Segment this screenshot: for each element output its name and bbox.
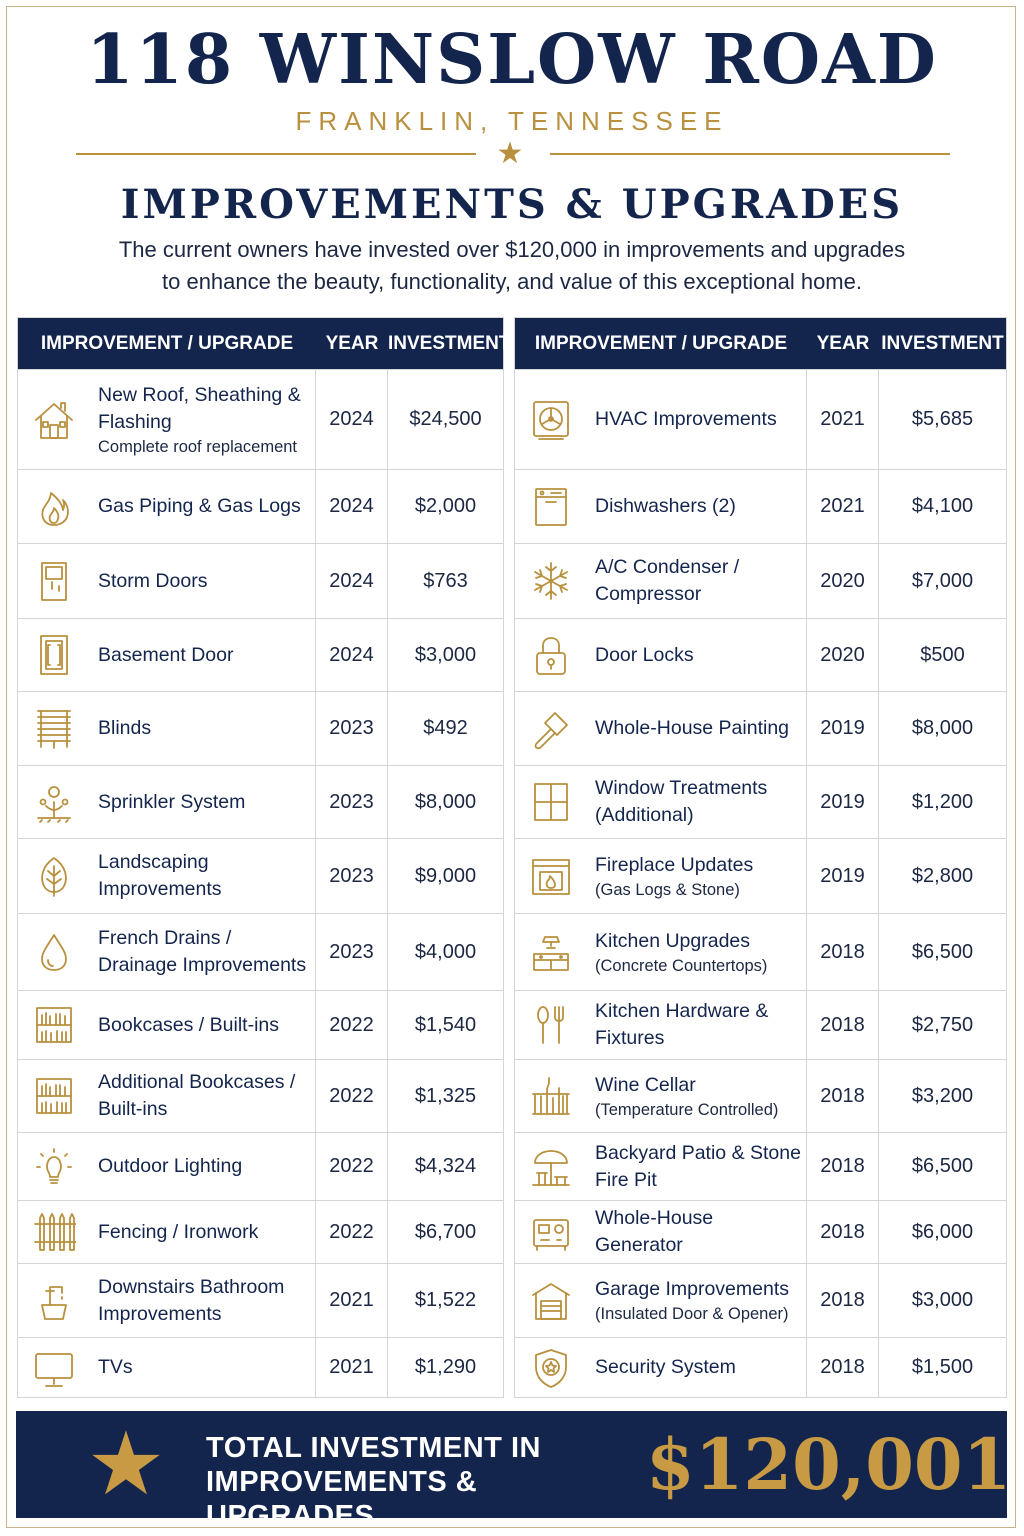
improvement-cell [18, 619, 316, 691]
table-row [18, 543, 503, 618]
investment-cell: $6,500 [911, 940, 974, 963]
improvement-cell [515, 1201, 807, 1263]
total-label [206, 1431, 626, 1533]
improvement-name: Blinds [98, 717, 152, 739]
investment-cell: $1,522 [414, 1289, 477, 1311]
table-row [18, 913, 503, 990]
improvement-cell [515, 1060, 807, 1132]
improvement-name: Window Treatments (Additional) [595, 777, 768, 826]
improvement-cell [515, 914, 807, 990]
table-row [18, 1337, 503, 1397]
improvement-text [98, 1274, 308, 1328]
investment-cell: $9,000 [414, 864, 477, 887]
year-cell: 2018 [807, 1264, 879, 1337]
table-row [18, 1200, 503, 1263]
investment-cell: $3,000 [414, 643, 477, 666]
window-icon [529, 780, 573, 824]
improvement-note: (Gas Logs & Stone) [595, 880, 740, 899]
investment-cell: $500 [920, 643, 965, 666]
improvement-name: Wine Cellar [595, 1073, 696, 1096]
divider-left [76, 153, 476, 155]
investment-cell: $1,325 [414, 1084, 477, 1107]
table-row [515, 838, 1006, 913]
improvement-text [595, 493, 736, 520]
year-cell: 2019 [807, 839, 879, 913]
improvement-cell [18, 1133, 316, 1200]
table-header [18, 318, 511, 369]
star-icon: ★ [86, 1412, 166, 1515]
year-cell: 2024 [316, 619, 388, 691]
improvement-cell [515, 1338, 807, 1397]
improvement-text [98, 715, 151, 742]
storm-door-icon [32, 559, 76, 603]
dishwasher-icon [529, 485, 573, 529]
year-cell: 2018 [807, 1201, 879, 1263]
table-row [18, 691, 503, 765]
year-cell: 2021 [316, 1264, 388, 1337]
improvement-name: Downstairs Bathroom Improvements [98, 1275, 285, 1325]
column-header-item: IMPROVEMENT / UPGRADE [40, 332, 294, 354]
improvement-name: Security System [595, 1356, 736, 1378]
improvement-cell [18, 470, 316, 543]
improvement-name: Landscaping Improvements [98, 851, 222, 900]
improvement-text [595, 998, 805, 1052]
table-row [515, 1200, 1006, 1263]
improvement-name: Garage Improvements [595, 1278, 790, 1300]
investment-cell: $2,750 [911, 1013, 974, 1036]
right-improvements-table [514, 317, 1007, 1398]
column-header-investment: INVESTMENT [881, 332, 1004, 354]
year-cell: 2024 [316, 370, 388, 469]
improvement-text [595, 406, 777, 433]
improvement-cell [18, 544, 316, 618]
investment-cell: $6,700 [414, 1220, 477, 1243]
improvement-cell [515, 544, 807, 618]
improvement-text [595, 1140, 805, 1194]
improvement-text [98, 1012, 279, 1039]
improvement-text [98, 642, 233, 669]
table-row [18, 990, 503, 1059]
left-improvements-table [17, 317, 511, 1398]
year-cell: 2018 [807, 1060, 879, 1132]
fireplace-icon [529, 854, 573, 898]
year-cell: 2019 [807, 692, 879, 765]
improvement-name: Gas Piping & Gas Logs [98, 495, 301, 517]
improvement-text [595, 852, 753, 901]
improvement-cell [18, 766, 316, 838]
improvement-cell [515, 692, 807, 765]
table-row [515, 765, 1006, 838]
year-cell: 2021 [807, 470, 879, 543]
intro-text [80, 234, 944, 298]
improvement-cell [18, 839, 316, 913]
improvement-cell [18, 370, 316, 469]
improvement-text [98, 382, 308, 458]
improvement-cell [18, 991, 316, 1059]
improvement-cell [18, 1201, 316, 1263]
investment-cell: $3,200 [911, 1084, 974, 1107]
column-header-year: YEAR [816, 332, 870, 354]
lock-icon [529, 633, 573, 677]
investment-cell: $492 [423, 717, 468, 739]
table-row [515, 691, 1006, 765]
garage-icon [529, 1279, 573, 1323]
improvement-name: Kitchen Hardware & Fixtures [595, 1000, 769, 1049]
utensils-icon [529, 1003, 573, 1047]
year-cell: 2023 [316, 766, 388, 838]
improvement-name: TVs [98, 1356, 133, 1378]
investment-cell: $1,290 [414, 1356, 477, 1378]
paint-brush-icon [529, 707, 573, 751]
improvement-text [98, 1354, 133, 1381]
improvement-text [98, 789, 245, 816]
investment-cell: $2,000 [414, 495, 477, 517]
intro-line: to enhance the beauty, functionality, and value of this exceptional home. [162, 269, 862, 294]
investment-cell: $4,000 [414, 940, 477, 963]
total-value: $120,001 [646, 1423, 1012, 1506]
table-row [18, 1263, 503, 1337]
table-row [18, 369, 503, 469]
table-row [18, 765, 503, 838]
snowflake-icon [529, 559, 573, 603]
shield-icon [529, 1346, 573, 1390]
property-location: FRANKLIN, TENNESSEE [295, 106, 729, 136]
improvement-cell [515, 1133, 807, 1200]
table-row [18, 618, 503, 691]
improvement-name: Fireplace Updates [595, 853, 754, 876]
property-address-title: 118 WINSLOW ROAD [86, 20, 938, 100]
total-label-line: TOTAL INVESTMENT IN [206, 1432, 541, 1464]
intro-line: The current owners have invested over $120,000 in improvements and upgrades [118, 237, 906, 262]
table-row [18, 838, 503, 913]
improvement-text [595, 715, 789, 742]
column-header-investment: INVESTMENT [388, 332, 511, 354]
improvement-cell [515, 370, 807, 469]
improvement-name: Whole-House Generator [595, 1207, 714, 1256]
investment-cell: $5,685 [911, 408, 974, 430]
improvement-cell [515, 470, 807, 543]
improvement-name: Backyard Patio & Stone Fire Pit [595, 1141, 801, 1191]
investment-cell: $6,500 [911, 1155, 974, 1177]
table-row [515, 1263, 1006, 1337]
faucet-icon [32, 1279, 76, 1323]
star-icon: ★ [496, 136, 524, 171]
improvement-text [595, 1205, 805, 1259]
table-row [18, 1132, 503, 1200]
improvement-name: Additional Bookcases / Built-ins [98, 1071, 296, 1120]
improvement-text [98, 849, 308, 903]
improvement-name: French Drains / Drainage Improvements [98, 927, 307, 976]
fence-icon [32, 1210, 76, 1254]
year-cell: 2023 [316, 692, 388, 765]
table-row [515, 1337, 1006, 1397]
investment-cell: $2,800 [911, 864, 974, 887]
leaf-icon [32, 854, 76, 898]
door-icon [32, 633, 76, 677]
improvement-name: Storm Doors [98, 569, 208, 592]
improvement-name: Sprinkler System [98, 790, 246, 813]
investment-cell: $3,000 [911, 1289, 974, 1311]
total-label-line: IMPROVEMENTS & UPGRADES [206, 1466, 478, 1532]
house-icon [32, 398, 76, 442]
improvement-text [98, 493, 301, 520]
improvement-name: Door Locks [595, 643, 694, 666]
bookcase-icon [32, 1074, 76, 1118]
flame-icon [32, 485, 76, 529]
column-header-item: IMPROVEMENT / UPGRADE [534, 332, 788, 354]
improvement-text [98, 1153, 242, 1180]
improvement-cell [515, 619, 807, 691]
improvement-cell [18, 914, 316, 990]
investment-cell: $4,324 [414, 1155, 477, 1177]
year-cell: 2022 [316, 1201, 388, 1263]
improvement-name: A/C Condenser / Compressor [595, 556, 740, 605]
improvement-text [595, 1276, 789, 1325]
improvement-text [595, 775, 805, 829]
year-cell: 2018 [807, 914, 879, 990]
year-cell: 2019 [807, 766, 879, 838]
improvement-note: Complete roof replacement [98, 437, 298, 456]
improvement-text [595, 1072, 778, 1121]
improvement-note: (Concrete Countertops) [595, 956, 768, 975]
year-cell: 2024 [316, 470, 388, 543]
year-cell: 2024 [316, 544, 388, 618]
table-row [515, 543, 1006, 618]
year-cell: 2018 [807, 1133, 879, 1200]
table-row [515, 618, 1006, 691]
sprinkler-icon [32, 780, 76, 824]
water-drop-icon [32, 930, 76, 974]
patio-icon [529, 1145, 573, 1189]
year-cell: 2023 [316, 914, 388, 990]
total-investment-banner [16, 1411, 1012, 1532]
improvement-text [98, 1069, 308, 1123]
improvement-text [595, 1354, 736, 1381]
table-row [18, 469, 503, 543]
improvement-name: Outdoor Lighting [98, 1155, 243, 1177]
divider-right [550, 153, 950, 155]
year-cell: 2022 [316, 1133, 388, 1200]
section-title: IMPROVEMENTS & UPGRADES [120, 181, 904, 228]
improvement-text [98, 568, 207, 595]
blinds-icon [32, 707, 76, 751]
light-bulb-icon [32, 1145, 76, 1189]
improvement-text [98, 925, 308, 979]
hvac-icon [529, 398, 573, 442]
table-row [515, 369, 1006, 469]
investment-cell: $6,000 [911, 1220, 974, 1243]
table-row [515, 913, 1006, 990]
bookcase-icon [32, 1003, 76, 1047]
table-row [515, 1132, 1006, 1200]
improvement-name: Kitchen Upgrades [595, 929, 751, 952]
year-cell: 2022 [316, 991, 388, 1059]
investment-cell: $24,500 [409, 408, 482, 430]
improvement-name: Basement Door [98, 643, 234, 666]
improvement-name: Fencing / Ironwork [98, 1220, 259, 1243]
year-cell: 2020 [807, 619, 879, 691]
improvement-text [98, 1219, 258, 1246]
wine-rack-icon [529, 1074, 573, 1118]
tv-icon [32, 1346, 76, 1390]
investment-cell: $1,540 [414, 1013, 477, 1036]
investment-cell: $8,000 [911, 717, 974, 739]
investment-cell: $1,500 [911, 1356, 974, 1378]
improvement-cell [18, 1338, 316, 1397]
year-cell: 2023 [316, 839, 388, 913]
improvement-cell [515, 991, 807, 1059]
improvement-cell [18, 692, 316, 765]
improvement-cell [515, 1264, 807, 1337]
improvement-name: Dishwashers (2) [595, 495, 736, 517]
improvement-cell [18, 1060, 316, 1132]
improvement-cell [18, 1264, 316, 1337]
improvement-cell [515, 839, 807, 913]
generator-icon [529, 1210, 573, 1254]
improvement-text [595, 928, 767, 977]
year-cell: 2021 [316, 1338, 388, 1397]
investment-cell: $8,000 [414, 790, 477, 813]
year-cell: 2018 [807, 991, 879, 1059]
table-row [515, 1059, 1006, 1132]
improvement-name: Whole-House Painting [595, 717, 790, 739]
improvement-name: Bookcases / Built-ins [98, 1013, 279, 1036]
improvement-name: New Roof, Sheathing & Flashing [98, 383, 301, 433]
investment-cell: $4,100 [911, 495, 974, 517]
kitchen-icon [529, 930, 573, 974]
year-cell: 2021 [807, 370, 879, 469]
investment-cell: $7,000 [911, 569, 974, 592]
improvement-note: (Insulated Door & Opener) [595, 1305, 789, 1323]
improvement-note: (Temperature Controlled) [595, 1100, 779, 1119]
improvement-name: HVAC Improvements [595, 408, 777, 430]
year-cell: 2022 [316, 1060, 388, 1132]
column-header-year: YEAR [325, 332, 379, 354]
table-header [515, 318, 1006, 369]
investment-cell: $1,200 [911, 790, 974, 813]
improvement-cell [515, 766, 807, 838]
table-row [515, 990, 1006, 1059]
year-cell: 2020 [807, 544, 879, 618]
improvement-text [595, 642, 694, 669]
improvement-text [595, 554, 805, 608]
year-cell: 2018 [807, 1338, 879, 1397]
table-row [515, 469, 1006, 543]
investment-cell: $763 [423, 569, 468, 592]
table-row [18, 1059, 503, 1132]
